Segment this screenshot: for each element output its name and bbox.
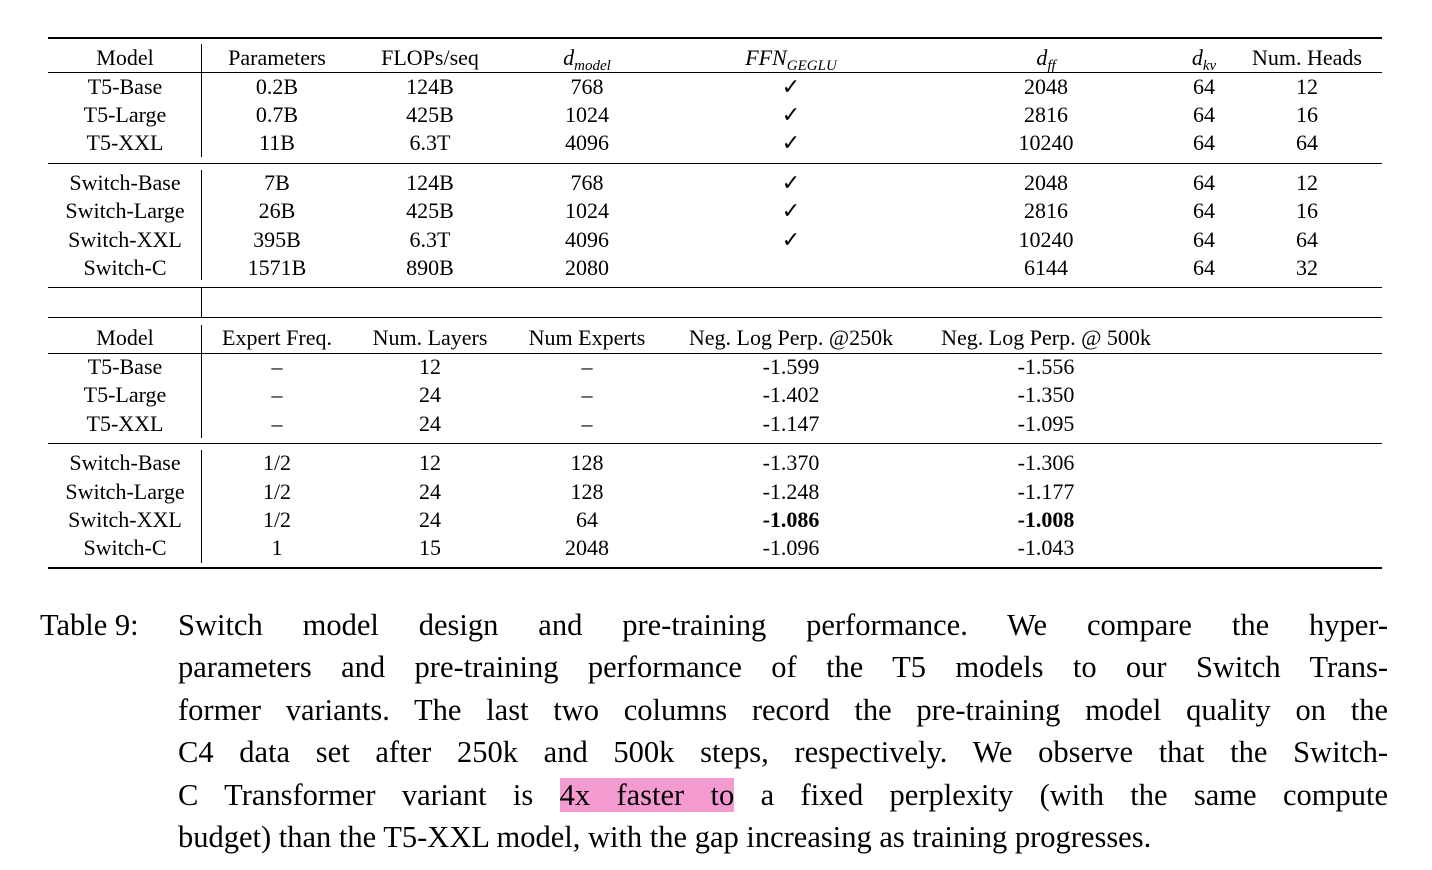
table-cell: -1.095 [1017,411,1075,436]
table-cell: 128 [570,479,604,504]
table-cell: 425B [406,102,454,127]
table-cell: 395B [253,227,301,252]
table-cell: 6.3T [409,227,451,252]
table-cell: – [581,354,593,379]
table-cell: 26B [258,198,296,223]
header-rule [48,72,1382,73]
table-cell: 128 [570,450,604,475]
section-rule [48,287,1382,288]
table-cell: 64 [1296,227,1318,252]
table-cell: 2080 [565,255,609,280]
table-cell: 1024 [565,102,609,127]
results-table [48,0,1382,600]
header-model: Model [96,45,154,70]
table-cell: 1 [271,535,283,560]
table-cell: 24 [419,479,441,504]
table-cell: 2048 [1024,170,1068,195]
header-d-ff: $d_{ff}$ [1036,45,1056,74]
table-cell: 890B [406,255,454,280]
row-model-name: T5-XXL [86,411,164,436]
table-cell: ✓ [781,130,801,155]
table-cell: 4096 [565,227,609,252]
table-cell: 0.7B [255,102,299,127]
caption-line: budget) than the T5-XXL model, with the gap increasing as training progresses. [178,820,1152,854]
table-cell: 6.3T [409,130,451,155]
table-cell: 64 [1193,102,1215,127]
row-model-name: T5-Large [83,102,167,127]
header-parameters: Parameters [228,45,326,70]
table-cell: 24 [419,382,441,407]
table-cell: ✓ [781,227,801,252]
table-cell: 64 [1193,130,1215,155]
header-ffn-geglu: $FFN_{GEGLU}$ [745,45,837,74]
table-cell: -1.306 [1017,450,1075,475]
table-cell: 10240 [1018,227,1074,252]
header-num-layers: Num. Layers [372,325,488,350]
row-model-name: T5-Base [87,74,163,99]
header-rule [48,353,1382,354]
table-cell: 64 [1193,198,1215,223]
table-cell: 10240 [1018,130,1074,155]
table-cell: 15 [419,535,441,560]
header-expert-freq: Expert Freq. [222,325,332,350]
table-cell: -1.043 [1017,535,1075,560]
table-cell: – [581,382,593,407]
group-rule [48,163,1382,164]
caption-line: former variants. The last two columns record the pre-training model quality on the [178,692,1388,727]
table-cell: -1.086 [762,507,820,532]
table-cell: 1024 [565,198,609,223]
table-cell: – [581,411,593,436]
table-cell: 11B [259,130,295,155]
table-cell: -1.147 [762,411,820,436]
table-cell: – [271,382,283,407]
column-divider [201,450,202,563]
table-cell: -1.599 [762,354,820,379]
table-cell: 7B [264,170,290,195]
table-cell: 124B [406,74,454,99]
table-cell: 64 [1193,74,1215,99]
table-cell: 24 [419,411,441,436]
caption-highlight: 4x faster to [559,777,735,812]
table-cell: -1.556 [1017,354,1075,379]
table-cell: 2816 [1024,198,1068,223]
table-cell: 768 [570,74,604,99]
table-cell: -1.177 [1017,479,1075,504]
header-model: Model [96,325,154,350]
column-divider [201,288,202,317]
table-cell: 12 [1296,170,1318,195]
row-model-name: Switch-XXL [68,507,182,532]
table-cell: 2048 [565,535,609,560]
bottom-rule [48,567,1382,569]
table-cell: 4096 [565,130,609,155]
table-cell: 12 [1296,74,1318,99]
row-model-name: Switch-C [83,535,167,560]
table-cell: 1/2 [262,479,292,504]
row-model-name: T5-XXL [86,130,164,155]
table-cell: 6144 [1024,255,1068,280]
group-rule [48,443,1382,444]
table-cell: 0.2B [255,74,299,99]
table-cell: 24 [419,507,441,532]
table-cell: 1/2 [262,450,292,475]
caption-line: Switch model design and pre-training performance. We compare the hyper- [178,608,1388,642]
row-model-name: Switch-C [83,255,167,280]
header-flops: FLOPs/seq [381,45,479,70]
table-cell: ✓ [781,74,801,99]
row-model-name: Switch-Large [65,198,185,223]
header-perp-250k: Neg. Log Perp. @250k [688,325,894,350]
row-model-name: T5-Base [87,354,163,379]
table-cell: 12 [419,354,441,379]
caption-line: C4 data set after 250k and 500k steps, respectively. We observe that the Switch- [178,735,1388,770]
table-cell: 2048 [1024,74,1068,99]
row-model-name: Switch-Base [69,170,181,195]
header-perp-500k: Neg. Log Perp. @ 500k [941,325,1151,350]
table-cell: 64 [1193,227,1215,252]
header-d-kv: $d_{kv}$ [1191,45,1217,74]
table-cell: ✓ [781,170,801,195]
table-cell: 124B [406,170,454,195]
table-cell: -1.370 [762,450,820,475]
table-cell: ✓ [781,198,801,223]
table-cell: -1.008 [1017,507,1075,532]
row-model-name: T5-Large [83,382,167,407]
caption-line: parameters and pre-training performance of the T5 models to our Switch Trans- [178,650,1388,685]
table-cell: -1.402 [762,382,820,407]
table-cell: ✓ [781,102,801,127]
table-cell: 1571B [247,255,307,280]
table-cell: 64 [1296,130,1318,155]
table-cell: – [271,411,283,436]
table-cell: -1.096 [762,535,820,560]
caption-text: C Transformer variant is [178,777,560,812]
column-divider [201,170,202,280]
column-divider [201,44,202,157]
table-cell: 1/2 [262,507,292,532]
table-cell: 64 [576,507,598,532]
table-cell: -1.350 [1017,382,1075,407]
table-cell: 425B [406,198,454,223]
column-divider [201,325,202,438]
row-model-name: Switch-Large [65,479,185,504]
table-cell: -1.248 [762,479,820,504]
table-cell: – [271,354,283,379]
header-num-heads: Num. Heads [1252,45,1362,70]
table-cell: 16 [1296,102,1318,127]
table-cell: 768 [570,170,604,195]
table-cell: 12 [419,450,441,475]
table-cell: 32 [1296,255,1318,280]
header-d-model: $d_{model}$ [563,45,611,74]
table-cell: 64 [1193,255,1215,280]
caption-label: Table 9: [40,608,139,642]
table-cell: 2816 [1024,102,1068,127]
section-rule [48,317,1382,318]
caption-text: a fixed perplexity (with the same compute [734,777,1388,812]
top-rule [48,37,1382,39]
caption-line [178,774,1388,816]
row-model-name: Switch-Base [69,450,181,475]
table-cell: 64 [1193,170,1215,195]
table-cell: 16 [1296,198,1318,223]
row-model-name: Switch-XXL [68,227,182,252]
header-num-experts: Num Experts [528,325,646,350]
